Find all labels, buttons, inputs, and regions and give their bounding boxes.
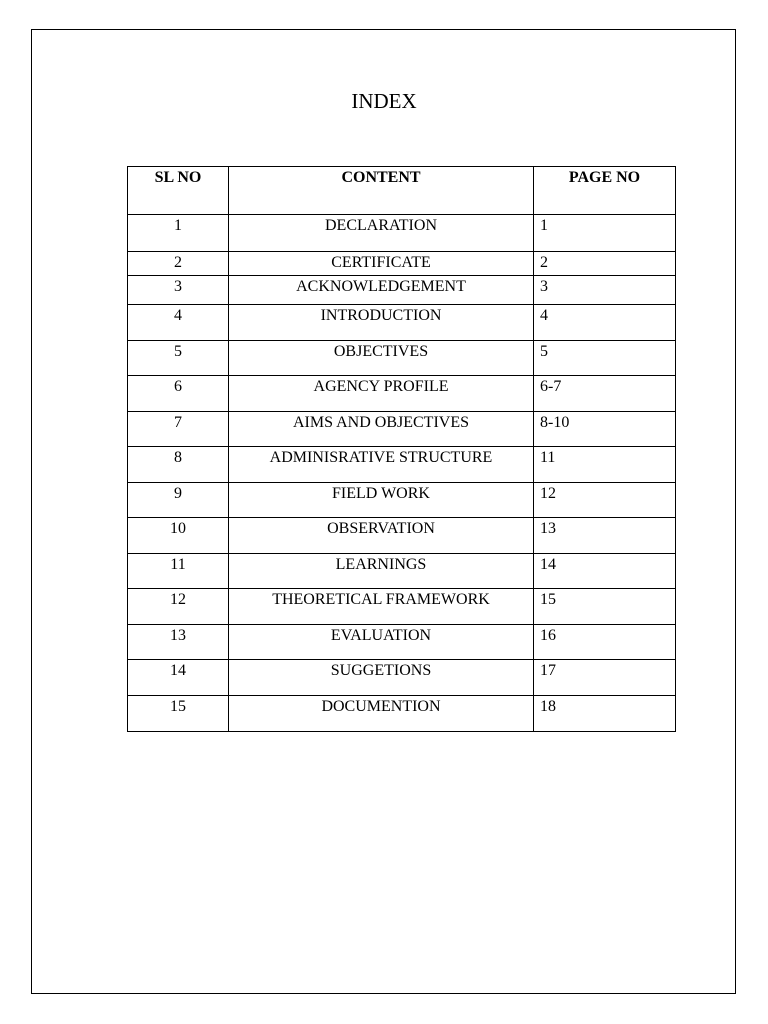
table-row [128, 215, 676, 252]
sl-no-cell: 12 [128, 589, 229, 625]
sl-no-cell: 4 [128, 305, 229, 341]
page-no-cell: 12 [534, 483, 676, 518]
table-header-row [128, 167, 676, 215]
sl-no-cell: 14 [128, 660, 229, 696]
table-row [128, 276, 676, 305]
content-cell: ACKNOWLEDGEMENT [229, 276, 534, 305]
content-cell: FIELD WORK [229, 483, 534, 518]
sl-no-cell: 15 [128, 696, 229, 732]
sl-no-cell: 9 [128, 483, 229, 518]
table-row [128, 412, 676, 447]
content-cell: OBSERVATION [229, 518, 534, 554]
page-no-cell: 6-7 [534, 376, 676, 412]
table-row [128, 305, 676, 341]
content-cell: AIMS AND OBJECTIVES [229, 412, 534, 447]
sl-no-cell: 6 [128, 376, 229, 412]
sl-no-cell: 8 [128, 447, 229, 483]
page-no-cell: 15 [534, 589, 676, 625]
sl-no-cell: 11 [128, 554, 229, 589]
page-no-cell: 17 [534, 660, 676, 696]
sl-no-cell: 2 [128, 252, 229, 276]
content-cell: SUGGETIONS [229, 660, 534, 696]
page-no-cell: 11 [534, 447, 676, 483]
table-row [128, 483, 676, 518]
table-row [128, 447, 676, 483]
table-row [128, 696, 676, 732]
sl-no-cell: 1 [128, 215, 229, 252]
sl-no-cell: 3 [128, 276, 229, 305]
header-content: CONTENT [229, 167, 534, 215]
content-cell: DOCUMENTION [229, 696, 534, 732]
content-cell: INTRODUCTION [229, 305, 534, 341]
table-row [128, 625, 676, 660]
content-cell: LEARNINGS [229, 554, 534, 589]
table-row [128, 518, 676, 554]
table-row [128, 376, 676, 412]
page-no-cell: 16 [534, 625, 676, 660]
table-row [128, 660, 676, 696]
page-no-cell: 8-10 [534, 412, 676, 447]
content-cell: DECLARATION [229, 215, 534, 252]
page-no-cell: 1 [534, 215, 676, 252]
index-table [127, 166, 676, 732]
header-sl-no: SL NO [128, 167, 229, 215]
page-no-cell: 18 [534, 696, 676, 732]
sl-no-cell: 7 [128, 412, 229, 447]
page-no-cell: 13 [534, 518, 676, 554]
page-no-cell: 3 [534, 276, 676, 305]
page-no-cell: 5 [534, 341, 676, 376]
table-row [128, 589, 676, 625]
sl-no-cell: 5 [128, 341, 229, 376]
content-cell: ADMINISRATIVE STRUCTURE [229, 447, 534, 483]
header-page-no: PAGE NO [534, 167, 676, 215]
page-title: INDEX [351, 89, 417, 113]
content-cell: OBJECTIVES [229, 341, 534, 376]
page-no-cell: 2 [534, 252, 676, 276]
sl-no-cell: 13 [128, 625, 229, 660]
content-cell: EVALUATION [229, 625, 534, 660]
page-no-cell: 4 [534, 305, 676, 341]
content-cell: THEORETICAL FRAMEWORK [229, 589, 534, 625]
sl-no-cell: 10 [128, 518, 229, 554]
table-row [128, 252, 676, 276]
page-no-cell: 14 [534, 554, 676, 589]
table-row [128, 341, 676, 376]
content-cell: AGENCY PROFILE [229, 376, 534, 412]
content-cell: CERTIFICATE [229, 252, 534, 276]
table-row [128, 554, 676, 589]
